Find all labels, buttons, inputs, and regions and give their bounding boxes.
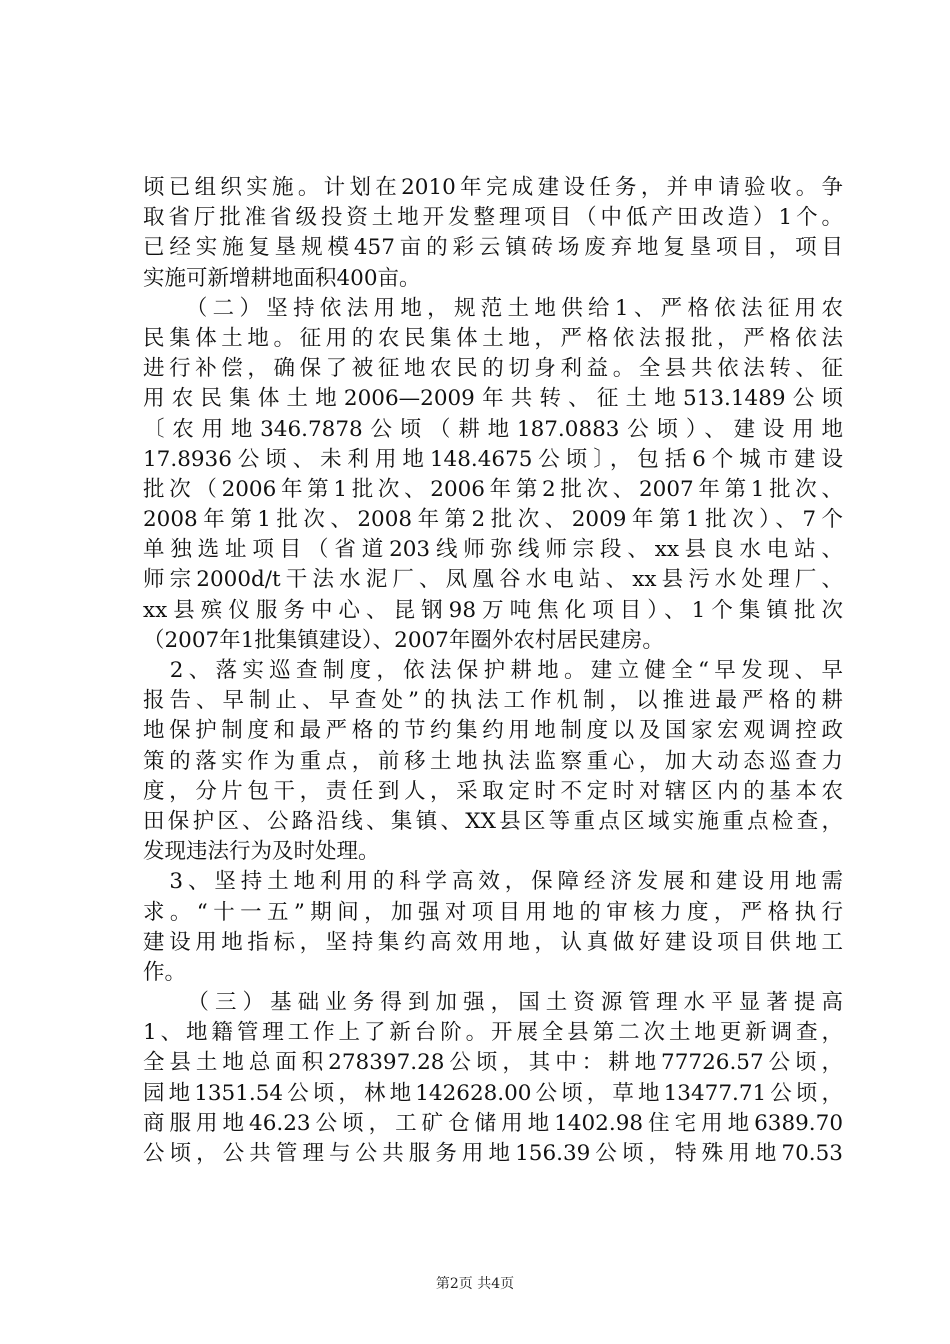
text-line: 全县土地总面积278397.28公顷，其中：耕地77726.57公顷， — [143, 1050, 843, 1076]
text-line: 求。“十一五”期间，加强对项目用地的审核力度，严格执行 — [143, 899, 843, 925]
text-line: 策的落实作为重点，前移土地执法监察重心，加大动态巡查力 — [143, 748, 843, 774]
text-line: 师宗2000d/t干法水泥厂、凤凰谷水电站、xx县污水处理厂、 — [143, 567, 843, 593]
text-line: 建设用地指标，坚持集约高效用地，认真做好建设项目供地工 — [143, 929, 843, 955]
text-line: 田保护区、公路沿线、集镇、XX县区等重点区域实施重点检查， — [143, 808, 843, 834]
text-line: 已经实施复垦规模457亩的彩云镇砖场废弃地复垦项目，项目 — [143, 235, 843, 261]
text-line: 批次（2006年第1批次、2006年第2批次、2007年第1批次、 — [143, 476, 843, 502]
text-line: 2、落实巡查制度，依法保护耕地。建立健全“早发现、早 — [143, 658, 843, 683]
text-line: （2007年1批集镇建设）、2007年圈外农村居民建房。 — [143, 627, 664, 653]
text-line: 作。 — [143, 959, 187, 985]
text-line: 取省厅批准省级投资土地开发整理项目（中低产田改造）1个。 — [143, 205, 843, 231]
text-line: 〔农用地346.7878公顷（耕地187.0883公顷）、建设用地 — [143, 416, 843, 442]
text-line: 3、坚持土地利用的科学高效，保障经济发展和建设用地需 — [143, 869, 843, 895]
text-line: （二）坚持依法用地，规范土地供给1、严格依法征用农 — [143, 295, 843, 321]
text-line: xx县殡仪服务中心、昆钢98万吨焦化项目）、1个集镇批次 — [143, 597, 843, 623]
document-body — [143, 173, 843, 1169]
text-line: 民集体土地。征用的农民集体土地，严格依法报批，严格依法 — [143, 325, 843, 351]
text-line: 17.8936公顷、未利用地148.4675公顷〕，包括6个城市建设 — [143, 446, 843, 472]
text-line: 2008年第1批次、2008年第2批次、2009年第1批次）、7个 — [143, 507, 843, 533]
text-line: 进行补偿，确保了被征地农民的切身利益。全县共依法转、征 — [143, 356, 843, 382]
text-line: 单独选址项目（省道203线师弥线师宗段、xx县良水电站、 — [143, 537, 843, 563]
text-line: 顷已组织实施。计划在2010年完成建设任务，并申请验收。争 — [143, 175, 843, 200]
text-line: 商服用地46.23公顷，工矿仓储用地1402.98住宅用地6389.70 — [143, 1110, 843, 1136]
text-line: 用农民集体土地2006—2009年共转、征土地513.1489公顷 — [143, 386, 843, 412]
text-line: 报告、早制止、早查处”的执法工作机制，以推进最严格的耕 — [143, 688, 843, 714]
page-number-label: 第2页 共4页 — [435, 1276, 515, 1292]
text-line: 度，分片包干，责任到人，采取定时不定时对辖区内的基本农 — [143, 778, 843, 804]
text-line: 地保护制度和最严格的节约集约用地制度以及国家宏观调控政 — [143, 718, 843, 744]
text-line: 发现违法行为及时处理。 — [143, 839, 380, 865]
text-line: （三）基础业务得到加强，国土资源管理水平显著提高 — [143, 990, 843, 1016]
text-line: 实施可新增耕地面积400亩。 — [143, 265, 421, 291]
text-line: 1、地籍管理工作上了新台阶。开展全县第二次土地更新调查， — [143, 1020, 843, 1046]
text-line: 公顷，公共管理与公共服务用地156.39公顷，特殊用地70.53 — [143, 1141, 843, 1166]
text-line: 园地1351.54公顷，林地142628.00公顷，草地13477.71公顷， — [143, 1080, 843, 1106]
page-footer — [0, 1273, 950, 1293]
